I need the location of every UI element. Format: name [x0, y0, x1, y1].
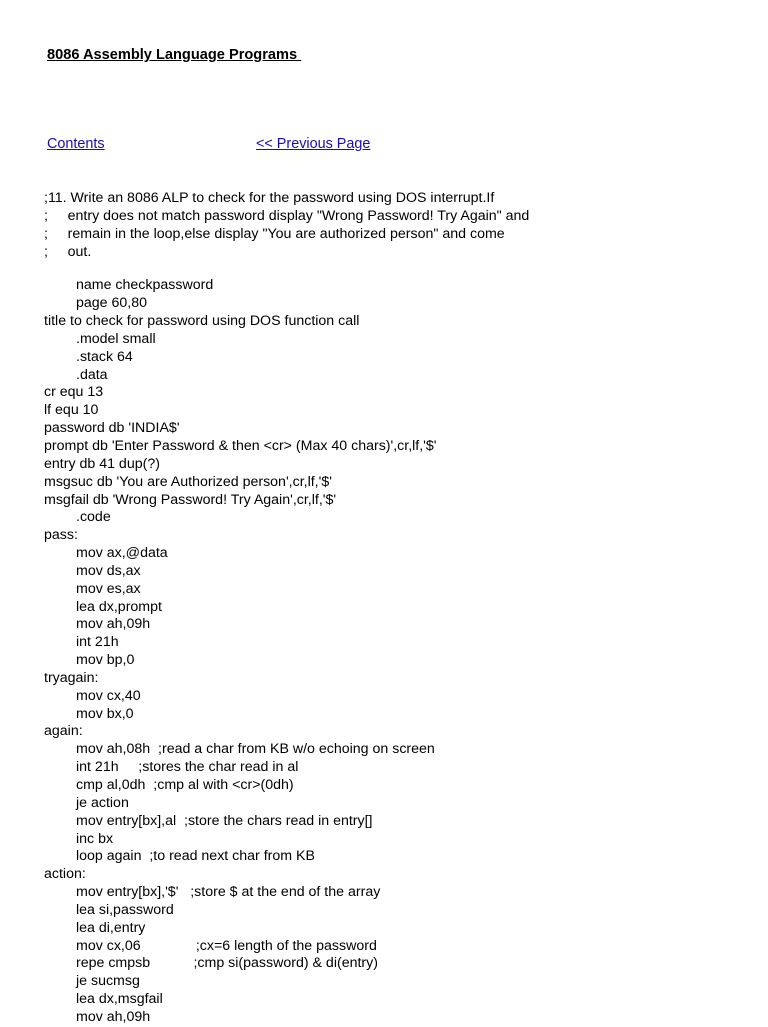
code-line: lea dx,msgfail: [76, 991, 163, 1008]
code-line: tryagain:: [44, 669, 99, 686]
code-line: .data: [76, 366, 108, 383]
code-line: prompt db 'Enter Password & then <cr> (Max 40 chars)',cr,lf,'$': [44, 437, 437, 454]
code-line: mov entry[bx],al ;store the chars read in entry[]: [76, 812, 373, 829]
blank-line: [44, 261, 764, 277]
code-line: cr equ 13: [44, 384, 104, 401]
code-line: mov ds,ax: [76, 562, 141, 579]
code-line: int 21h ;stores the char read in al: [76, 759, 299, 776]
comment-line: ; out.: [44, 243, 92, 260]
code-line: page 60,80: [76, 295, 148, 312]
code-line: repe cmpsb ;cmp si(password) & di(entry): [76, 955, 378, 972]
code-line: int 21h: [76, 634, 119, 651]
page-heading: 8086 Assembly Language Programs: [47, 47, 302, 63]
code-line: name checkpassword: [76, 277, 214, 294]
code-line: mov cx,40: [76, 687, 141, 704]
code-line: again:: [44, 723, 83, 740]
code-line: mov ah,09h: [76, 1008, 151, 1025]
contents-link[interactable]: Contents: [47, 136, 105, 152]
code-line: pass:: [44, 527, 78, 544]
code-line: lea si,password: [76, 901, 174, 918]
previous-page-link[interactable]: << Previous Page: [256, 136, 371, 152]
code-line: loop again ;to read next char from KB: [76, 848, 315, 865]
code-line: .model small: [76, 330, 156, 347]
code-line: mov cx,06 ;cx=6 length of the password: [76, 937, 377, 954]
code-line: title to check for password using DOS function call: [44, 313, 360, 330]
code-line: je action: [76, 794, 129, 811]
code-line: mov bx,0: [76, 705, 134, 722]
code-lines: [44, 277, 764, 1026]
code-line: .stack 64: [76, 348, 133, 365]
code-line: lf equ 10: [44, 402, 99, 419]
code-line: msgsuc db 'You are Authorized person',cr,lf,'$': [44, 473, 332, 490]
comment-line: ;11. Write an 8086 ALP to check for the password using DOS interrupt.If: [44, 190, 495, 206]
code-line: msgfail db 'Wrong Password! Try Again',cr,lf,'$': [44, 491, 337, 508]
code-line: mov ax,@data: [76, 545, 168, 562]
code-line: cmp al,0dh ;cmp al with <cr>(0dh): [76, 777, 294, 793]
comment-line: ; entry does not match password display "Wrong Password! Try Again" and: [44, 207, 530, 224]
program-listing: [44, 190, 764, 1027]
code-line: mov entry[bx],'$' ;store $ at the end of the array: [76, 884, 381, 901]
code-line: mov ah,09h: [76, 616, 151, 633]
code-line: mov ah,08h ;read a char from KB w/o echoing on screen: [76, 741, 435, 758]
code-line: lea dx,prompt: [76, 598, 162, 615]
comment-line: ; remain in the loop,else display "You are authorized person" and come: [44, 225, 505, 242]
code-line: lea di,entry: [76, 919, 146, 936]
code-line: mov bp,0: [76, 652, 135, 669]
code-line: inc bx: [76, 830, 114, 847]
code-line: password db 'INDIA$': [44, 420, 180, 437]
code-line: action:: [44, 866, 86, 883]
code-line: .code: [76, 509, 111, 526]
code-line: je sucmsg: [76, 973, 140, 990]
code-line: entry db 41 dup(?): [44, 455, 160, 472]
code-line: mov es,ax: [76, 580, 141, 597]
